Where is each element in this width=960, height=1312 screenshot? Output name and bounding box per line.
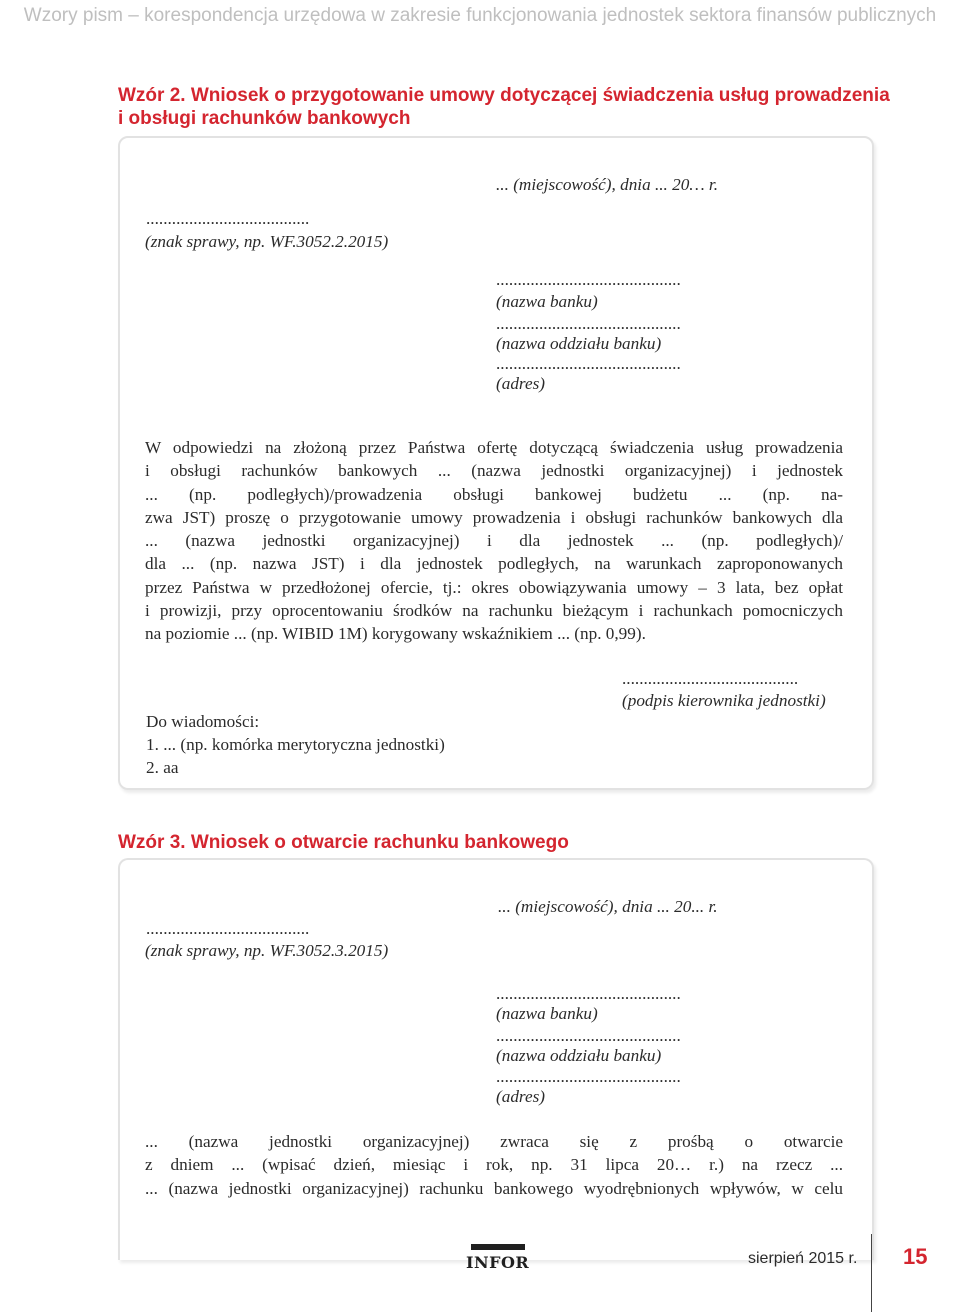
form3-bank-branch: (nazwa oddziału banku): [496, 1046, 662, 1065]
form2-case-dots: ......................................: [146, 209, 310, 228]
form2-body-line: W odpowiedzi na złożoną przez Państwa ofertę dotyczącą świadczenia usług prowadzenia: [145, 438, 843, 457]
form3-bank-dots-1: ...........................................: [496, 984, 681, 1003]
form2-body-line: przez Państwa w przedłożonej ofercie, tj.: okres obowiązywania umowy – 3 lata, bez opłat: [145, 577, 843, 597]
form2-title-line1: Wzór 2. Wniosek o przygotowanie umowy dotyczącej świadczenia usług prowadzenia: [118, 85, 890, 106]
form2-bank-name: (nazwa banku): [496, 292, 598, 311]
form3-place-date: ... (miejscowość), dnia ... 20... r.: [498, 897, 718, 916]
form3-title: Wzór 3. Wniosek o otwarcie rachunku bankowego: [118, 832, 569, 853]
form3-body: [145, 1130, 843, 1200]
form3-body-line: ... (nazwa jednostki organizacyjnej) rachunku bankowego wyodrębnionych wpływów, w celu: [145, 1178, 843, 1198]
logo-bar: [471, 1244, 525, 1250]
form3-bank-address: (adres): [496, 1087, 546, 1106]
form2-body-line: zwa JST) proszę o przygotowanie umowy prowadzenia i obsługi rachunków bankowych dla: [145, 507, 843, 527]
form2-signature-label: (podpis kierownika jednostki): [622, 691, 826, 710]
form2-body-line: i prowizji, przy oprocentowaniu środków na rachunku bieżącym i rachunkach pomocniczych: [145, 601, 843, 621]
form2-body: [145, 436, 843, 646]
form3-bank-dots-2: ...........................................: [496, 1026, 681, 1045]
form2-bank-dots-3: ...........................................: [496, 354, 681, 373]
page-number: 15: [903, 1244, 928, 1269]
form2-cc-item-2: 2. aa: [146, 758, 179, 777]
issue-date: sierpień 2015 r.: [748, 1250, 858, 1267]
form2-body-line: na poziomie ... (np. WIBID 1M) korygowany wskaźnikiem ... (np. 0,99).: [145, 624, 646, 644]
form2-title-line2: i obsługi rachunków bankowych: [118, 108, 411, 129]
logo-text: INFOR: [466, 1253, 530, 1272]
form3-body-line: z dniem ... (wpisać dzień, miesiąc i rok, np. 31 lipca 20… r.) na rzecz ...: [145, 1155, 843, 1175]
form2-case-label: (znak sprawy, np. WF.3052.2.2015): [145, 232, 389, 251]
form2-cc-label: Do wiadomości:: [146, 712, 260, 731]
form2-signature-dots: .........................................: [622, 669, 799, 688]
infor-logo: [466, 1244, 529, 1272]
form2-place-date: ... (miejscowość), dnia ... 20… r.: [496, 175, 718, 194]
form3-body-line: ... (nazwa jednostki organizacyjnej) zwraca się z prośbą o otwarcie: [145, 1132, 843, 1151]
running-header: Wzory pism – korespondencja urzędowa w zakresie funkcjonowania jednostek sektora finansów publicznych: [23, 5, 937, 26]
form3-case-label: (znak sprawy, np. WF.3052.3.2015): [145, 941, 389, 960]
form2-bank-dots-1: ...........................................: [496, 270, 681, 289]
form2-body-line: i obsługi rachunków bankowych ... (nazwa jednostki organizacyjnej) i jednostek: [145, 461, 843, 481]
form2-bank-dots-2: ...........................................: [496, 314, 681, 333]
form3-bank-dots-3: ...........................................: [496, 1067, 681, 1086]
form2-bank-branch: (nazwa oddziału banku): [496, 334, 662, 353]
form2-cc-item-1: 1. ... (np. komórka merytoryczna jednostki): [146, 735, 445, 754]
form2-bank-address: (adres): [496, 374, 546, 393]
form2-body-line: ... (np. podległych)/prowadzenia obsługi bankowej budżetu ... (np. na-: [145, 484, 843, 504]
form2-body-line: ... (nazwa jednostki organizacyjnej) i dla jednostek ... (np. podległych)/: [145, 531, 843, 551]
form3-case-dots: ......................................: [146, 919, 310, 938]
form2-body-line: dla ... (np. nazwa JST) i dla jednostek podległych, na warunkach zaproponowanych: [145, 554, 843, 574]
form3-bank-name: (nazwa banku): [496, 1004, 598, 1023]
footer-divider: [871, 1234, 872, 1312]
